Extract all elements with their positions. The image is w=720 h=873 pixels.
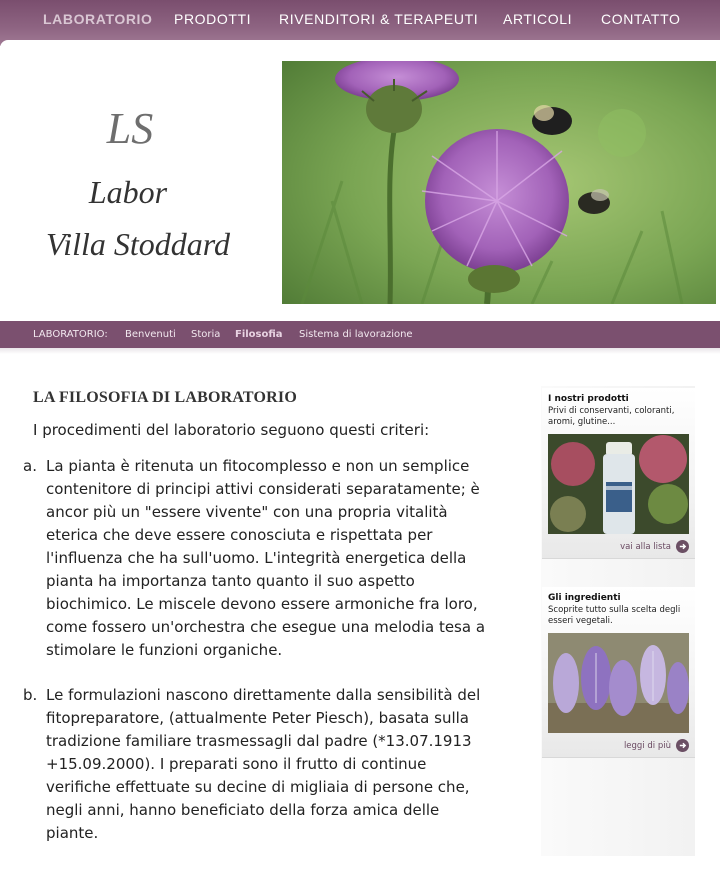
logo-monogram: LS	[106, 104, 154, 153]
nav-curve-divider	[0, 40, 720, 48]
criterion-line: eterica che deve essere conosciuta e rispettata per	[46, 526, 433, 544]
arrow-right-icon	[676, 739, 689, 752]
logo-line-2: Villa Stoddard	[46, 226, 230, 262]
criterion-a	[23, 455, 503, 662]
page-title: LA FILOSOFIA DI LABORATORIO	[33, 389, 297, 406]
nav-laboratorio[interactable]: LABORATORIO	[43, 11, 153, 27]
criterion-line: stimolare le funzioni organiche.	[46, 641, 283, 659]
nav-prodotti[interactable]: PRODOTTI	[174, 11, 252, 27]
criterion-line: l'influenza che ha sull'uomo. L'integrità energetica della	[46, 549, 467, 567]
logo-line-1: Labor	[88, 174, 168, 210]
criterion-line: tradizione familiare trasmessagli dal padre (*13.07.1913	[46, 732, 472, 750]
sidebar-box-description: Privi di conservanti, coloranti, aromi, glutine...	[548, 406, 675, 427]
labor-villa-stoddard-logo[interactable]	[30, 95, 250, 270]
criterion-marker: a.	[23, 457, 37, 475]
criterion-line: Le formulazioni nascono direttamente dalla sensibilità del	[46, 686, 481, 704]
product-bottle-photo[interactable]	[548, 434, 689, 534]
criterion-line: +15.09.2000). I preparati sono il frutto di continue	[46, 755, 427, 773]
criterion-b	[23, 684, 503, 845]
sidebar-box-prodotti[interactable]	[542, 388, 695, 559]
sidebar-box-description: Scoprite tutto sulla scelta degli esseri vegetali.	[548, 605, 681, 626]
subnav-section-label: LABORATORIO:	[33, 329, 108, 340]
section-subnav	[0, 321, 720, 348]
subnav-item-benvenuti[interactable]: Benvenuti	[125, 329, 176, 340]
intro-text: I procedimenti del laboratorio seguono questi criteri:	[33, 421, 430, 439]
criterion-line: negli anni, hanno beneficiato della forza amica delle	[46, 801, 440, 819]
sidebar-box-title: Gli ingredienti	[548, 593, 621, 603]
subnav-item-storia[interactable]: Storia	[191, 329, 221, 340]
crocus-flowers-photo[interactable]	[548, 633, 689, 733]
criterion-marker: b.	[23, 686, 38, 704]
criterion-line: fitopreparatore, (attualmente Peter Piesch), basata sulla	[46, 709, 469, 727]
nav-rivenditori-terapeuti[interactable]: RIVENDITORI & TERAPEUTI	[279, 11, 479, 27]
sidebar-box-ingredienti[interactable]	[542, 587, 695, 758]
arrow-right-icon	[676, 540, 689, 553]
sidebar-box-title: I nostri prodotti	[548, 394, 629, 404]
criterion-line: pianta ha importanza tanto quanto il suo aspetto	[46, 572, 415, 590]
criterion-line: La pianta è ritenuta un fitocomplesso e non un semplice	[46, 457, 470, 475]
link-vai-alla-lista[interactable]: vai alla lista	[620, 540, 689, 553]
criterion-line: come fossero un'orchestra che esegue una melodia tesa a	[46, 618, 486, 636]
criterion-line: ancor più un "essere vivente" con una propria vitalità	[46, 503, 448, 521]
subnav-item-filosofia[interactable]: Filosofia	[235, 329, 283, 340]
criterion-line: verifiche effettuate su decine di migliaia di persone che,	[46, 778, 470, 796]
subnav-item-sistema-di-lavorazione[interactable]: Sistema di lavorazione	[299, 329, 413, 340]
nav-articoli[interactable]: ARTICOLI	[503, 11, 573, 27]
top-navigation	[0, 0, 720, 46]
criterion-line: contenitore di principi attivi considerati separatamente; è	[46, 480, 480, 498]
link-leggi-di-piu[interactable]: leggi di più	[624, 739, 689, 752]
thistle-flower-with-bees-photo	[282, 61, 716, 304]
criterion-line: piante.	[46, 824, 99, 842]
criterion-line: biochimico. Le miscele devono essere armoniche fra loro,	[46, 595, 478, 613]
subnav-shadow	[0, 348, 720, 354]
nav-contatto[interactable]: CONTATTO	[601, 11, 681, 27]
